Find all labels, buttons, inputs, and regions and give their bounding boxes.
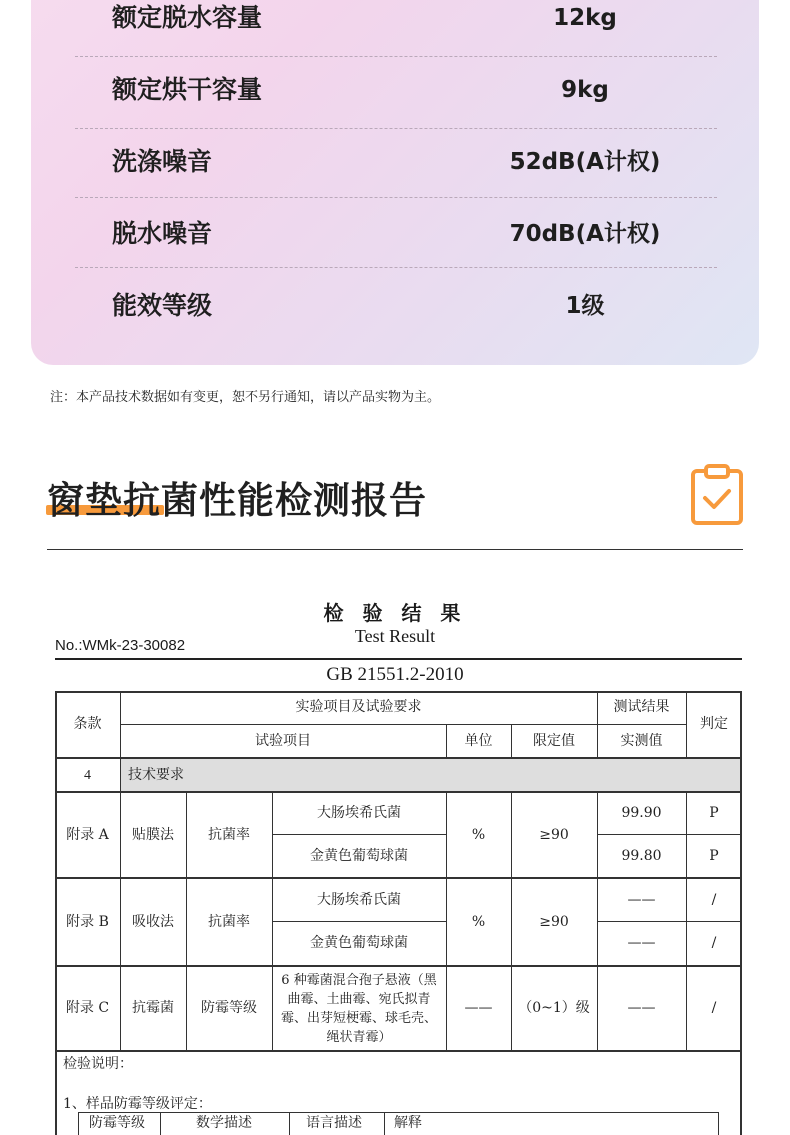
spec-value: 52dB(A计权) bbox=[509, 149, 661, 175]
test-report bbox=[0, 560, 790, 1135]
spec-row bbox=[75, 132, 717, 192]
header-limit: 限定值 bbox=[533, 732, 575, 749]
spec-value: 12kg bbox=[553, 5, 617, 31]
header-unit: 单位 bbox=[464, 732, 493, 749]
report-rule bbox=[55, 658, 742, 660]
spec-value: 1级 bbox=[565, 293, 605, 319]
table-line bbox=[160, 1112, 161, 1135]
group-b-judge-1: / bbox=[711, 891, 717, 908]
report-number: No.:WMk-23-30082 bbox=[55, 637, 186, 654]
group-b-bacteria-2: 金黄色葡萄球菌 bbox=[310, 935, 408, 951]
group-a-bacteria-1: 大肠埃希氏菌 bbox=[317, 805, 401, 821]
header-test-result: 测试结果 bbox=[613, 699, 670, 715]
group-a-judge-2: P bbox=[709, 847, 719, 864]
group-c-judge: / bbox=[711, 1000, 717, 1016]
table-line bbox=[718, 1112, 719, 1135]
group-c-clause: 附录 C bbox=[65, 1000, 110, 1016]
group-a-clause: 附录 A bbox=[66, 826, 109, 843]
sub-header-language: 语言描述 bbox=[306, 1115, 362, 1131]
group-b-measured-1: —— bbox=[627, 891, 656, 908]
group-a-bacteria-2: 金黄色葡萄球菌 bbox=[310, 847, 408, 864]
group-a-measured-2: 99.80 bbox=[621, 847, 662, 864]
group-b-unit: % bbox=[471, 913, 486, 930]
table-line bbox=[78, 1112, 79, 1135]
table-line bbox=[384, 1112, 385, 1135]
divider bbox=[75, 56, 717, 57]
spec-row bbox=[75, 276, 717, 336]
group-c-measured: —— bbox=[627, 1000, 656, 1016]
group-b-bacteria-1: 大肠埃希氏菌 bbox=[317, 891, 401, 908]
section-title: 窗垫抗菌性能检测报告 bbox=[47, 479, 427, 522]
group-c-limit: （0~1）级 bbox=[518, 1000, 590, 1016]
header-test-item: 试验项目 bbox=[255, 732, 311, 749]
group-c-item: 6 种霉菌混合孢子悬液（黑曲霉、土曲霉、宛氏拟青霉、出芽短梗霉、球毛壳、绳状青霉） bbox=[280, 972, 437, 1045]
group-a-judge-1: P bbox=[709, 805, 719, 821]
spec-label: 能效等级 bbox=[112, 291, 213, 320]
explanation-item: 1、样品防霉等级评定： bbox=[63, 1096, 212, 1112]
explanation-title: 检验说明： bbox=[63, 1056, 133, 1072]
header-clause: 条款 bbox=[73, 716, 102, 732]
divider bbox=[75, 267, 717, 268]
tech-requirement: 技术要求 bbox=[128, 766, 184, 783]
spec-label: 脱水噪音 bbox=[112, 219, 213, 248]
group-b-metric: 抗菌率 bbox=[208, 913, 250, 930]
group-a-unit: % bbox=[471, 826, 486, 843]
clipboard-check-icon bbox=[690, 464, 744, 526]
group-b-judge-2: / bbox=[711, 935, 717, 951]
spec-label: 额定脱水容量 bbox=[112, 3, 263, 32]
spec-row bbox=[75, 204, 717, 264]
group-a-measured-1: 99.90 bbox=[621, 805, 662, 821]
group-a-limit: ≥90 bbox=[539, 826, 569, 843]
group-c-method: 抗霉菌 bbox=[132, 1000, 174, 1016]
divider bbox=[75, 197, 717, 198]
sub-header-grade: 防霉等级 bbox=[89, 1115, 145, 1131]
spec-label: 额定烘干容量 bbox=[112, 75, 263, 104]
spec-value: 70dB(A计权) bbox=[509, 221, 661, 247]
group-b-method: 吸收法 bbox=[132, 913, 174, 930]
group-a-method: 贴膜法 bbox=[132, 826, 174, 843]
spec-label: 洗涤噪音 bbox=[112, 147, 213, 176]
sub-header-explain: 解释 bbox=[394, 1115, 422, 1131]
report-subtitle: Test Result bbox=[354, 626, 436, 646]
group-c-unit: —— bbox=[464, 1000, 493, 1016]
group-b-limit: ≥90 bbox=[539, 913, 569, 930]
table-line bbox=[289, 1112, 290, 1135]
header-items-req: 实验项目及试验要求 bbox=[295, 699, 422, 715]
table-line bbox=[55, 1050, 742, 1052]
group-c-metric: 防霉等级 bbox=[201, 1000, 257, 1016]
report-title: 检 验 结 果 bbox=[323, 601, 467, 625]
spec-row bbox=[75, 0, 717, 48]
group-b-measured-2: —— bbox=[627, 935, 656, 951]
header-measured: 实测值 bbox=[620, 732, 663, 749]
group-b-clause: 附录 B bbox=[66, 913, 109, 930]
divider bbox=[75, 128, 717, 129]
section-rule bbox=[47, 549, 743, 550]
header-judge: 判定 bbox=[700, 716, 728, 732]
disclaimer-note: 注：本产品技术数据如有变更，恕不另行通知，请以产品实物为主。 bbox=[50, 390, 441, 405]
group-a-metric: 抗菌率 bbox=[208, 826, 250, 843]
report-standard: GB 21551.2-2010 bbox=[326, 664, 464, 685]
spec-row bbox=[75, 60, 717, 120]
sub-header-math: 数学描述 bbox=[196, 1115, 252, 1131]
spec-value: 9kg bbox=[561, 77, 609, 103]
tech-clause: 4 bbox=[84, 767, 91, 783]
